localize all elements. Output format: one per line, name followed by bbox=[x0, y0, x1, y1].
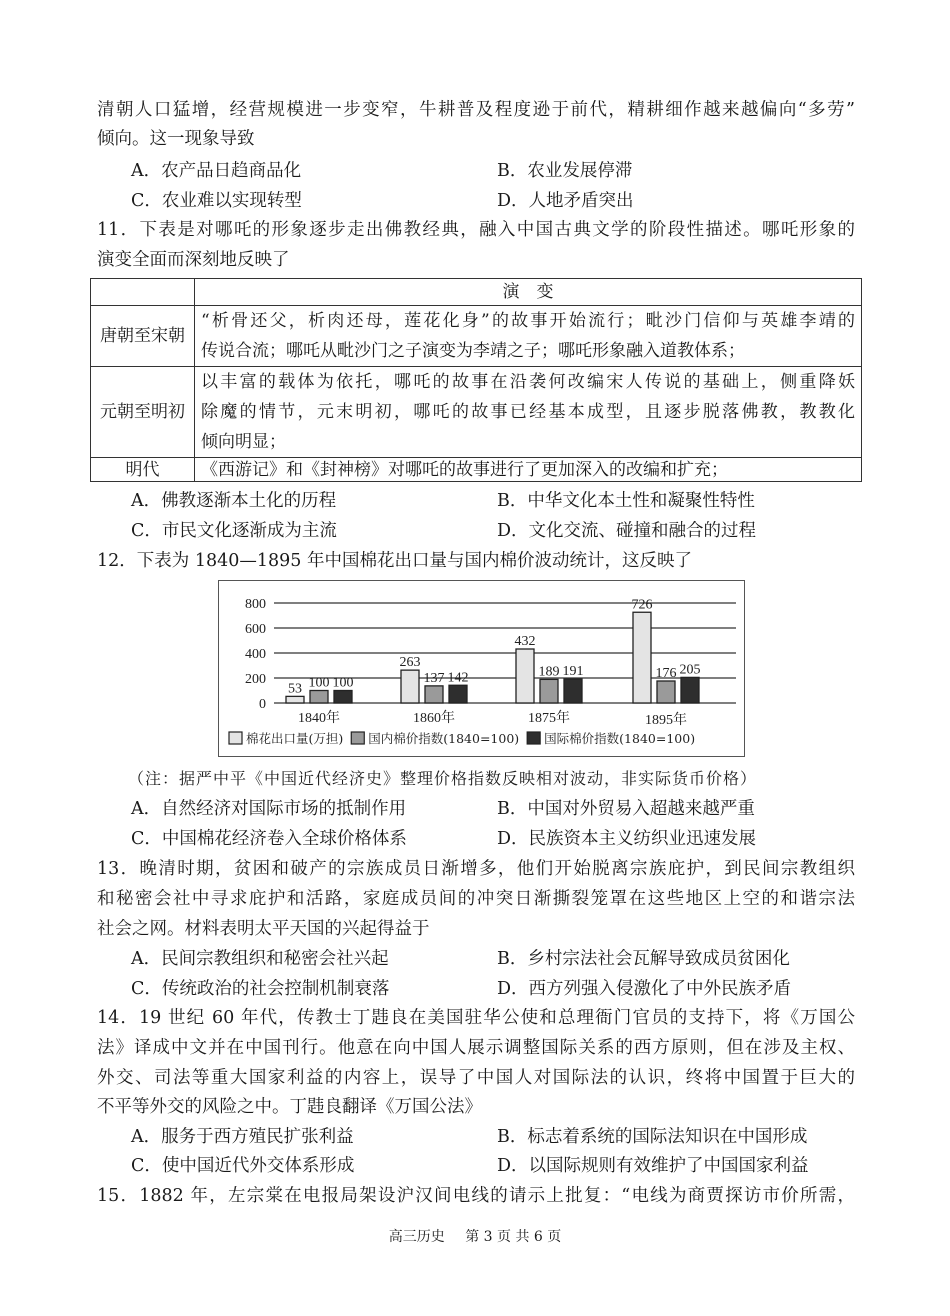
table-row bbox=[91, 306, 862, 367]
legend-label: 国际棉价指数(1840=100) bbox=[544, 731, 696, 746]
q10-option-a: A．农产品日趋商品化 bbox=[131, 161, 302, 181]
q13-option-c: C．传统政治的社会控制机制衰落 bbox=[131, 979, 390, 999]
era-cell: 唐朝至宋朝 bbox=[91, 306, 195, 367]
q13-option-d: D．西方列强入侵激化了中外民族矛盾 bbox=[497, 979, 792, 999]
q12-option-b: B．中国对外贸易入超越来越严重 bbox=[497, 799, 755, 819]
data-label: 100 bbox=[332, 675, 354, 691]
legend-swatch bbox=[229, 732, 242, 744]
q14-option-c: C．使中国近代外交体系形成 bbox=[131, 1156, 355, 1176]
q10-option-b: B．农业发展停滞 bbox=[497, 161, 633, 181]
data-label: 432 bbox=[514, 634, 536, 649]
legend-label: 棉花出口量(万担) bbox=[246, 731, 344, 746]
q11-stem-line: 11．下表是对哪吒的形象逐步走出佛教经典，融入中国古典文学的阶段性描述。哪吒形象的 bbox=[97, 220, 855, 240]
data-label: 726 bbox=[631, 597, 653, 613]
data-label: 137 bbox=[423, 670, 445, 686]
footer-page-number: 第 3 页 共 6 页 bbox=[465, 1229, 562, 1245]
legend-swatch bbox=[527, 732, 540, 744]
desc-line: 倾向明显； bbox=[201, 432, 286, 452]
page-footer bbox=[0, 1226, 950, 1246]
table-header: 演 变 bbox=[195, 279, 862, 306]
q14-stem-line: 不平等外交的风险之中。丁韪良翻译《万国公法》 bbox=[97, 1097, 482, 1117]
bar bbox=[425, 686, 443, 703]
y-tick-label: 800 bbox=[245, 597, 266, 612]
q14-stem-line: 法》译成中文并在中国刊行。他意在向中国人展示调整国际关系的西方原则，但在涉及主权、 bbox=[97, 1038, 855, 1058]
desc-line: “析骨还父，析肉还母，莲花化身”的故事开始流行；毗沙门信仰与英雄李靖的 bbox=[201, 311, 855, 331]
cotton-bar-chart bbox=[218, 580, 745, 757]
x-tick-label: 1840年 bbox=[298, 711, 340, 726]
bar bbox=[286, 696, 304, 703]
data-label: 263 bbox=[399, 655, 421, 671]
q13-stem-line: 13．晚清时期，贫困和破产的宗族成员日渐增多，他们开始脱离宗族庇护，到民间宗教组织 bbox=[97, 859, 855, 879]
data-label: 176 bbox=[655, 666, 677, 681]
q15-stem-line: 15．1882 年，左宗棠在电报局架设沪汉间电线的请示上批复：“电线为商贾探访市价所需， bbox=[97, 1186, 855, 1206]
q14-option-a: A．服务于西方殖民扩张利益 bbox=[131, 1127, 354, 1147]
desc-cell bbox=[195, 367, 862, 458]
q12-option-d: D．民族资本主义纺织业迅速发展 bbox=[497, 829, 757, 849]
data-label: 191 bbox=[562, 664, 584, 680]
bar bbox=[401, 670, 419, 703]
q11-option-b: B．中华文化本土性和凝聚性特性 bbox=[497, 491, 755, 511]
q10-option-c: C．农业难以实现转型 bbox=[131, 191, 302, 211]
empty-header-cell bbox=[91, 279, 195, 306]
q11-option-d: D．文化交流、碰撞和融合的过程 bbox=[497, 521, 757, 541]
legend-label: 国内棉价指数(1840=100) bbox=[368, 731, 520, 746]
q10-stem-line: 倾向。这一现象导致 bbox=[97, 129, 255, 149]
bar bbox=[681, 677, 699, 703]
y-tick-label: 0 bbox=[259, 697, 266, 712]
y-tick-label: 600 bbox=[245, 622, 266, 637]
q13-stem-line: 和秘密会社中寻求庇护和活路，家庭成员间的冲突日渐撕裂笼罩在这些地区上空的和谐宗法 bbox=[97, 889, 855, 909]
x-tick-label: 1875年 bbox=[528, 711, 570, 726]
desc-line: 以丰富的载体为依托，哪吒的故事在沿袭何改编宋人传说的基础上，侧重降妖 bbox=[201, 372, 855, 392]
nezha-evolution-table bbox=[90, 278, 862, 482]
legend-swatch bbox=[351, 732, 364, 744]
era-cell: 明代 bbox=[91, 458, 195, 482]
data-label: 189 bbox=[538, 664, 560, 680]
bar bbox=[449, 685, 467, 703]
q12-option-c: C．中国棉花经济卷入全球价格体系 bbox=[131, 829, 407, 849]
chart-note: （注：据严中平《中国近代经济史》整理价格指数反映相对波动，非实际货币价格） bbox=[128, 769, 758, 788]
table-row bbox=[91, 458, 862, 482]
q14-stem-line: 14．19 世纪 60 年代，传教士丁韪良在美国驻华公使和总理衙门官员的支持下，将《万国公 bbox=[97, 1008, 855, 1028]
data-label: 142 bbox=[447, 670, 469, 686]
bar bbox=[516, 649, 534, 703]
q11-option-a: A．佛教逐渐本土化的历程 bbox=[131, 491, 337, 511]
desc-cell bbox=[195, 306, 862, 367]
table-row bbox=[91, 367, 862, 458]
footer-subject: 高三历史 bbox=[388, 1229, 445, 1245]
desc-cell bbox=[195, 458, 862, 482]
q14-option-b: B．标志着系统的国际法知识在中国形成 bbox=[497, 1127, 808, 1147]
data-label: 205 bbox=[679, 662, 701, 678]
bar bbox=[334, 691, 352, 704]
q11-option-c: C．市民文化逐渐成为主流 bbox=[131, 521, 337, 541]
bar bbox=[564, 679, 582, 703]
desc-line: 传说合流；哪吒从毗沙门之子演变为李靖之子；哪吒形象融入道教体系； bbox=[201, 341, 745, 361]
q10-option-d: D．人地矛盾突出 bbox=[497, 191, 634, 211]
q11-stem-line: 演变全面而深刻地反映了 bbox=[97, 250, 290, 270]
q13-option-b: B．乡村宗法社会瓦解导致成员贫困化 bbox=[497, 949, 790, 969]
bar bbox=[540, 679, 558, 703]
q13-stem-line: 社会之网。材料表明太平天国的兴起得益于 bbox=[97, 919, 430, 939]
bar bbox=[633, 612, 651, 703]
q13-option-a: A．民间宗教组织和秘密会社兴起 bbox=[131, 949, 389, 969]
x-tick-label: 1860年 bbox=[413, 711, 455, 726]
chart-canvas bbox=[219, 581, 746, 758]
era-cell: 元朝至明初 bbox=[91, 367, 195, 458]
data-label: 100 bbox=[308, 675, 330, 691]
bar bbox=[310, 691, 328, 704]
q10-stem-line: 清朝人口猛增，经营规模进一步变窄，牛耕普及程度逊于前代，精耕细作越来越偏向“多劳” bbox=[97, 100, 855, 120]
y-tick-label: 400 bbox=[245, 647, 266, 662]
data-label: 53 bbox=[288, 681, 302, 697]
desc-line: 《西游记》和《封神榜》对哪吒的故事进行了更加深入的改编和扩充； bbox=[201, 459, 728, 480]
q12-option-a: A．自然经济对国际市场的抵制作用 bbox=[131, 799, 407, 819]
x-tick-label: 1895年 bbox=[645, 713, 687, 728]
y-tick-label: 200 bbox=[245, 672, 266, 687]
q14-option-d: D．以国际规则有效维护了中国国家利益 bbox=[497, 1156, 809, 1176]
desc-line: 除魔的情节，元末明初，哪吒的故事已经基本成型，且逐步脱落佛教，教教化 bbox=[201, 402, 855, 422]
bar bbox=[657, 681, 675, 703]
q12-stem-line: 12．下表为 1840—1895 年中国棉花出口量与国内棉价波动统计，这反映了 bbox=[97, 551, 692, 571]
q14-stem-line: 外交、司法等重大国家利益的内容上，误导了中国人对国际法的认识，终将中国置于巨大的 bbox=[97, 1068, 855, 1088]
